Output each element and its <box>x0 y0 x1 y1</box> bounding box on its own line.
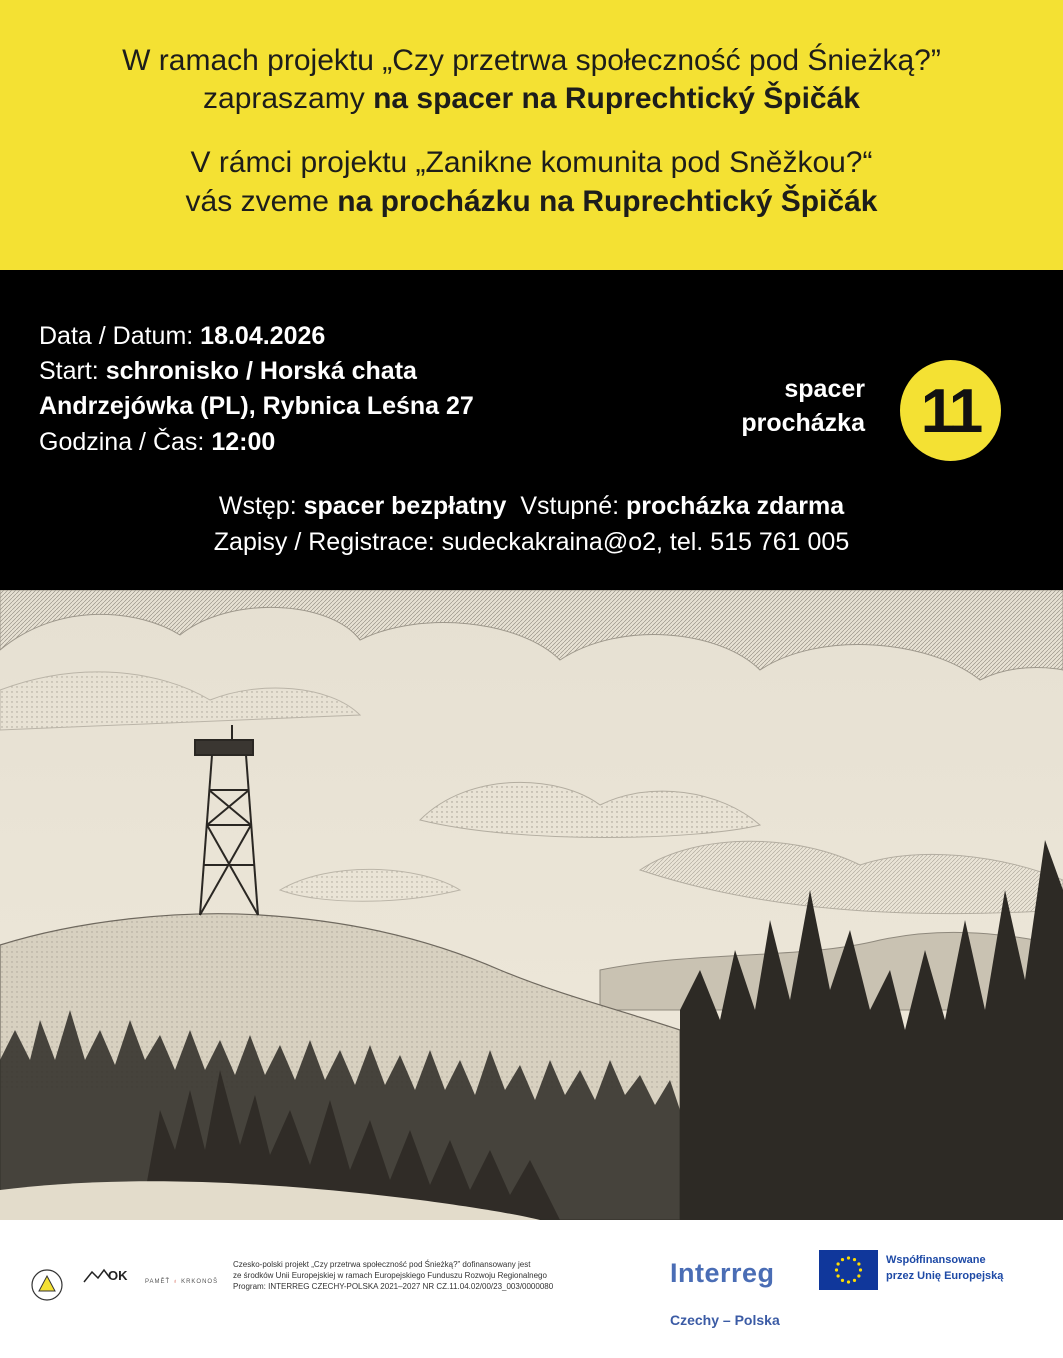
footer <box>0 1220 1063 1358</box>
project-text-2: ze środków Unii Europejskiej w ramach Europejskiego Funduszu Rozwoju Regionalnego <box>233 1271 547 1280</box>
landscape-illustration <box>0 590 1063 1220</box>
ok-logo-text: OK <box>108 1268 128 1283</box>
start-row: Start: schronisko / Horská chata <box>39 357 417 385</box>
torn-edge <box>0 262 1063 302</box>
walk-number-badge <box>900 360 1001 461</box>
registration-row: Zapisy / Registrace: sudeckakraina@o2, tel. 515 761 005 <box>213 528 850 556</box>
walk-number: 11 <box>920 377 981 446</box>
header-pl-line1: W ramach projektu „Czy przetrwa społeczność pod Śnieżką?” <box>122 44 941 77</box>
time-row: Godzina / Čas: 12:00 <box>39 428 276 456</box>
project-text-3: Program: INTERREG CZECHY-POLSKA 2021–2027 NR CZ.11.04.02/00/23_003/0000080 <box>233 1282 554 1291</box>
pamet-logo-text: PAMĚŤ ♁ KRKONOŠ <box>145 1279 219 1285</box>
eu-text-line2: przez Unię Europejską <box>886 1270 1004 1282</box>
eu-text-line1: Współfinansowane <box>886 1254 986 1266</box>
badge-label-pl: spacer <box>784 375 865 403</box>
project-text-1: Czesko-polski projekt „Czy przetrwa społeczność pod Śnieżką?” dofinansowany jest <box>233 1260 531 1269</box>
interreg-subtitle: Czechy – Polska <box>670 1312 780 1328</box>
date-row: Data / Datum: 18.04.2026 <box>39 322 326 350</box>
header-cz-line2: vás zveme na procházku na Ruprechtický Špičák <box>185 185 878 218</box>
header-cz-line1: V rámci projektu „Zanikne komunita pod Sněžkou?“ <box>190 146 873 179</box>
society-logo-icon <box>30 1268 64 1302</box>
eu-flag-icon <box>819 1250 878 1290</box>
entry-fee-row: Wstęp: spacer bezpłatny Vstupné: procházka zdarma <box>218 492 845 520</box>
address-row: Andrzejówka (PL), Rybnica Leśna 27 <box>39 392 474 420</box>
interreg-logo: Interreg <box>670 1258 775 1288</box>
header-banner <box>0 0 1063 300</box>
badge-label-cz: procházka <box>741 409 865 437</box>
header-pl-line2: zapraszamy na spacer na Ruprechtický Špičák <box>203 82 860 115</box>
